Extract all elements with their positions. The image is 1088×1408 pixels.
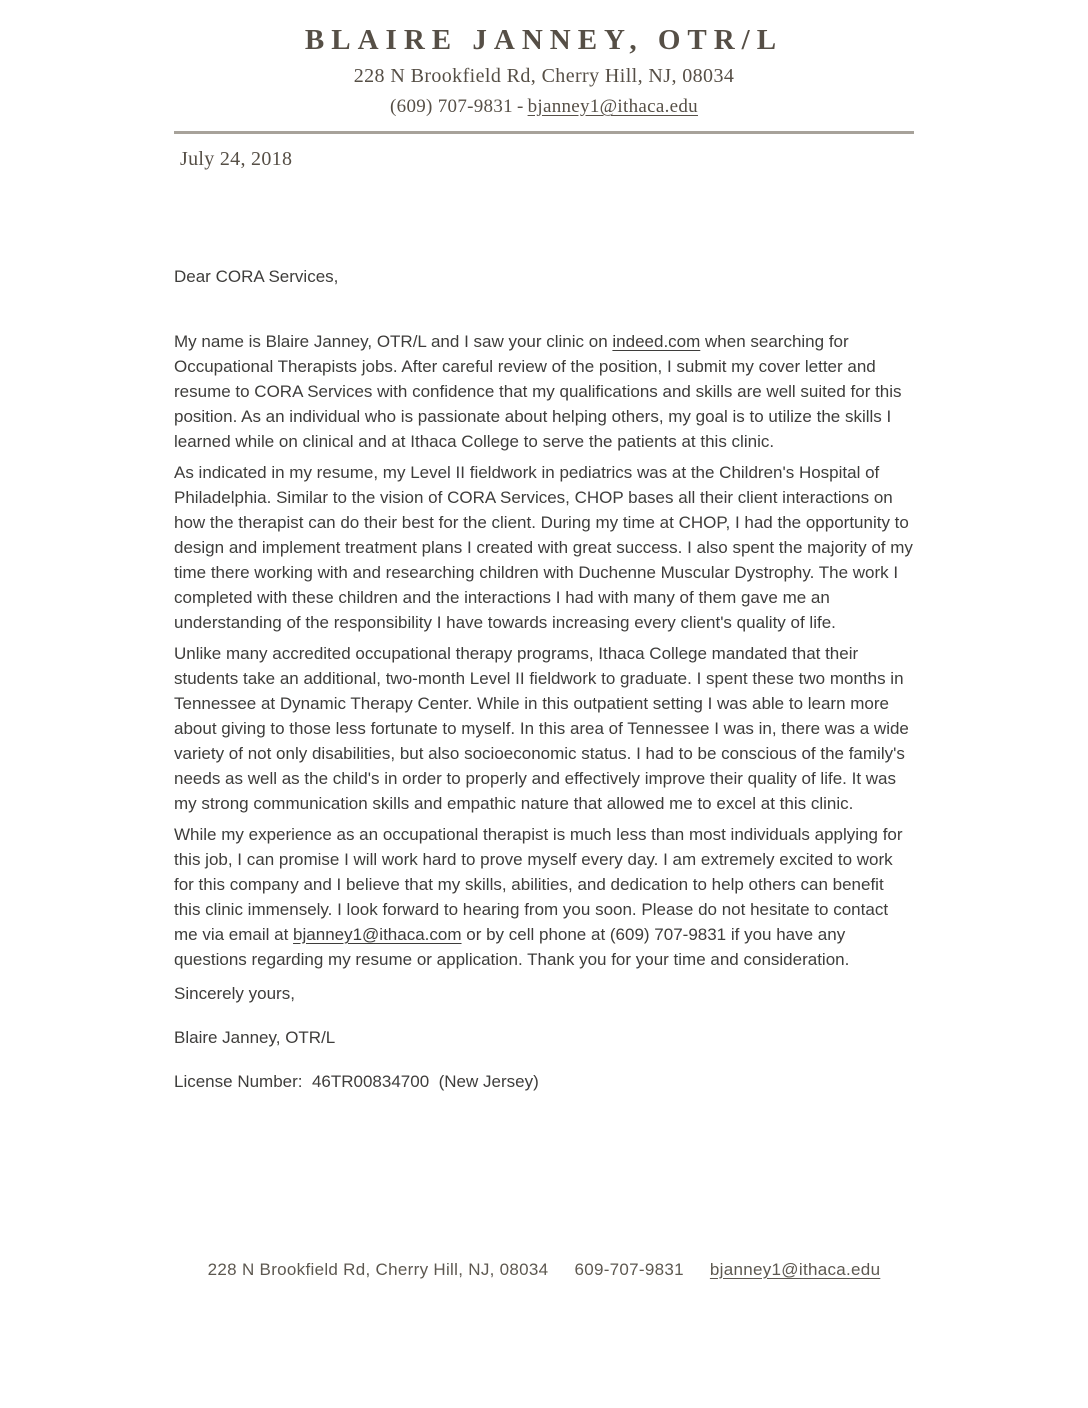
signoff: Sincerely yours, [174,984,295,1003]
letterhead-name: BLAIRE JANNEY, OTR/L [304,24,784,56]
paragraph-introduction [174,329,914,454]
letter-date: July 24, 2018 [180,148,293,170]
body-email-link[interactable]: bjanney1@ithaca.com [293,925,462,944]
letterhead-address: 228 N Brookfield Rd, Cherry Hill, NJ, 08034 [353,65,735,87]
paragraph-introduction-text-cont: when searching for Occupational Therapists jobs. After careful review of the position, I submit my cover letter and resume to CORA Services with confidence that my qualifications and skills are well suited for this position. As an individual who is passionate about helping others, my goal is to utilize the skills I learned while on clinical and at Ithaca College to serve the patients at this clinic. [174,332,902,451]
letterhead-separator: - [516,96,524,117]
paragraph-closing [174,822,914,972]
letterhead-contact [0,96,1088,118]
footer-phone: 609-707-9831 [574,1260,684,1279]
paragraph-chop-experience: As indicated in my resume, my Level II fieldwork in pediatrics was at the Children's Hospital of Philadelphia. Similar to the vision of CORA Services, CHOP bases all their client interactions on how the therapist can do their best for the client. During my time at CHOP, I had the opportunity to design and implement treatment plans I created with great success. I also spent the majority of my time there working with and researching children with Duchenne Muscular Dystrophy. The work I completed with these children and the interactions I had with many of them gave me an understanding of the responsibility I have towards increasing every client's quality of life. [174,463,913,632]
letterhead [0,0,1088,134]
letterhead-divider-rule [174,131,914,134]
letterhead-email-link[interactable]: bjanney1@ithaca.edu [527,96,698,117]
indeed-link[interactable]: indeed.com [612,332,701,351]
paragraph-closing-text-cont: or by cell phone at (609) 707-9831 if you have any questions regarding my resume or application. Thank you for your time and consideration. [174,925,850,969]
salutation: Dear CORA Services, [174,267,339,286]
license-number: License Number: 46TR00834700 (New Jersey) [174,1072,539,1091]
paragraph-ithaca-fieldwork: Unlike many accredited occupational therapy programs, Ithaca College mandated that their students take an additional, two-month Level II fieldwork to graduate. I spent these two months in Tennessee at Dynamic Therapy Center. While in this outpatient setting I was able to learn more about giving to those less fortunate to myself. In this area of Tennessee I was in, there was a wide variety of not only disabilities, but also socioeconomic status. I had to be conscious of the family's needs as well as the child's in order to properly and effectively improve their quality of life. It was my strong communication skills and empathic nature that allowed me to excel at this clinic. [174,644,909,813]
letterhead-phone: (609) 707-9831 [390,96,513,117]
paragraph-closing-text: While my experience as an occupational therapist is much less than most individuals applying for this job, I can promise I will work hard to prove myself every day. I am extremely excited to work for this company and I believe that my skills, abilities, and dedication to help others can benefit this clinic immensely. I look forward to hearing from you soon. Please do not hesitate to contact me via email at [174,825,903,944]
footer-email-link[interactable]: bjanney1@ithaca.edu [709,1260,881,1279]
footer-address: 228 N Brookfield Rd, Cherry Hill, NJ, 08034 [207,1260,549,1279]
letter-body [174,147,914,1094]
paragraph-introduction-text: My name is Blaire Janney, OTR/L and I saw your clinic on [174,332,613,351]
footer [0,1260,1088,1280]
signature-name: Blaire Janney, OTR/L [174,1028,336,1047]
